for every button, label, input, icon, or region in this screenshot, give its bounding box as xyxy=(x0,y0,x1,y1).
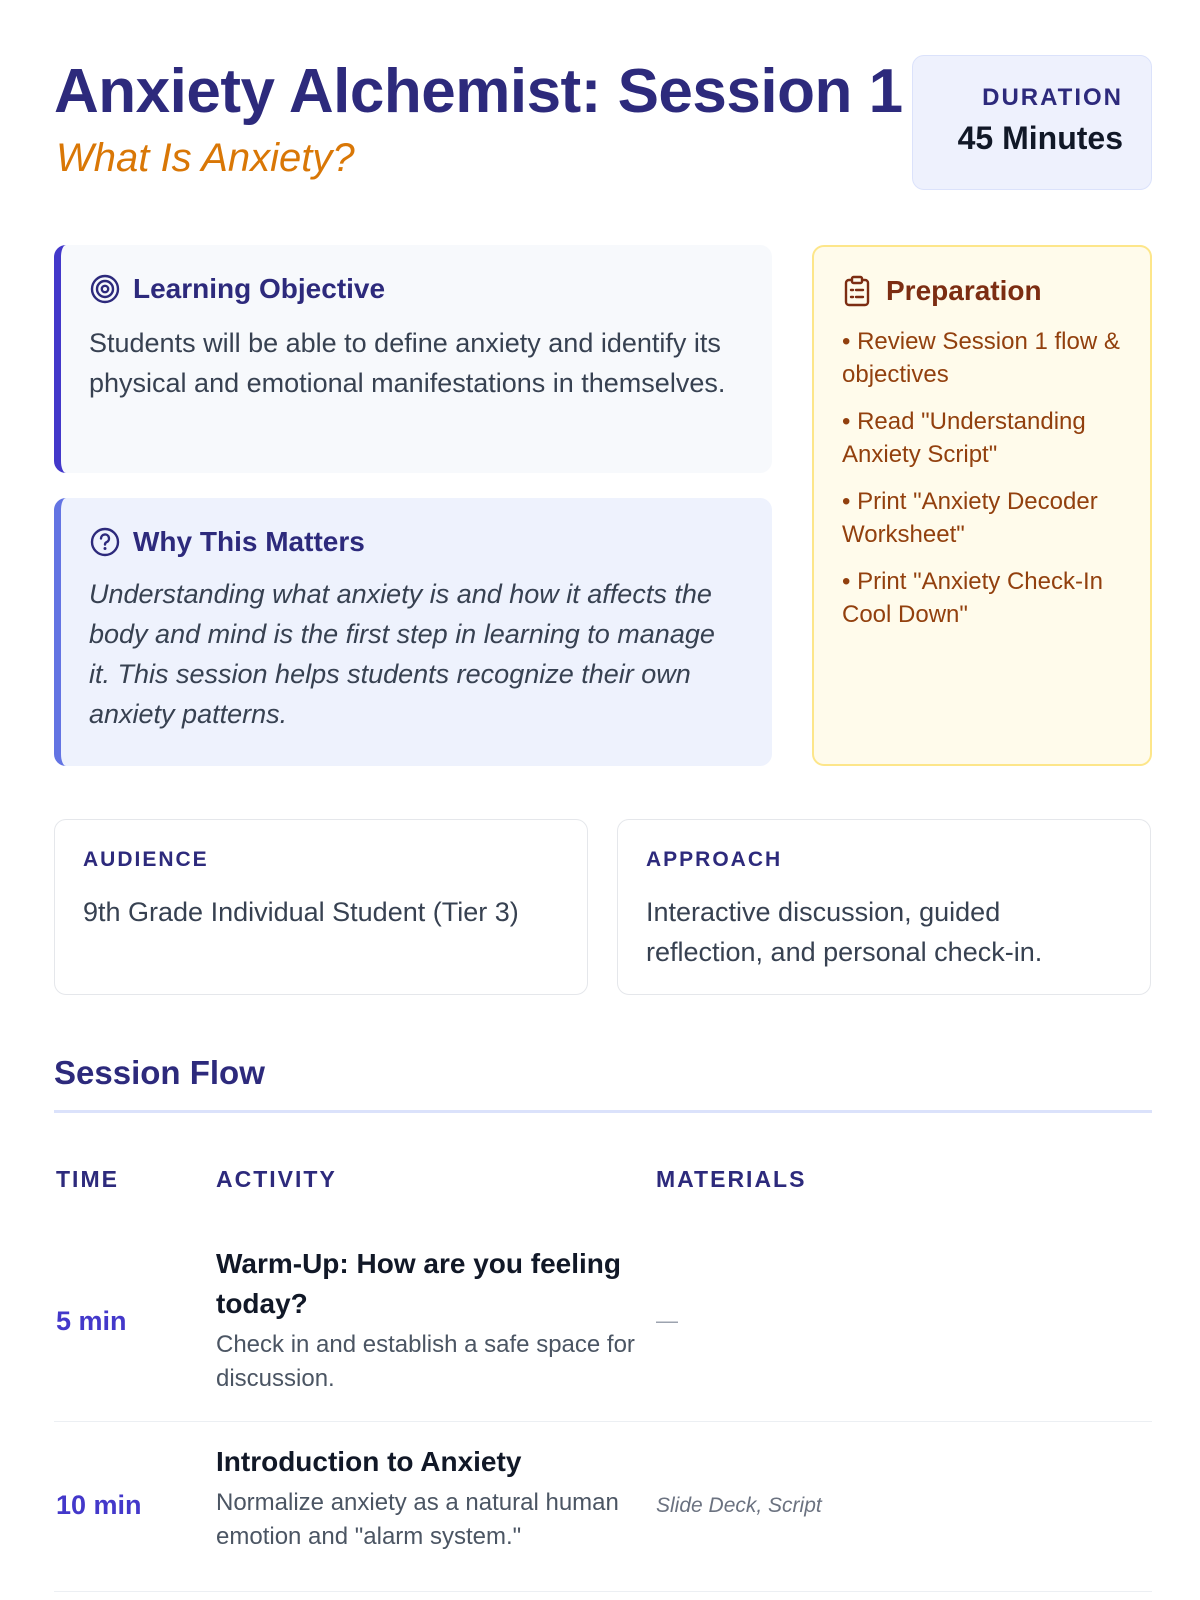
preparation-title: Preparation xyxy=(886,275,1042,306)
table-row xyxy=(54,1422,1152,1592)
duration-card xyxy=(912,55,1152,190)
session-flow-title: Session Flow xyxy=(54,1054,265,1091)
preparation-card xyxy=(812,245,1152,766)
why-this-matters-header xyxy=(89,526,742,558)
preparation-item: • Print "Anxiety Decoder Worksheet" xyxy=(842,488,1098,548)
column-header-activity: ACTIVITY xyxy=(216,1166,337,1192)
audience-card xyxy=(54,819,588,995)
approach-text: Interactive discussion, guided reflection, and personal check-in. xyxy=(646,897,1043,967)
duration-value: 45 Minutes xyxy=(957,120,1123,156)
column-header-materials: MATERIALS xyxy=(656,1166,807,1192)
learning-objective-header xyxy=(89,273,742,305)
row-activity xyxy=(216,1442,656,1554)
activity-title: Warm-Up: How are you feeling today? xyxy=(216,1248,622,1319)
why-this-matters-text: Understanding what anxiety is and how it affects the body and mind is the first step in learning to manage it. This session helps students recognize their own anxiety patterns. xyxy=(89,579,715,729)
preparation-list xyxy=(842,325,1126,631)
preparation-item: • Read "Understanding Anxiety Script" xyxy=(842,408,1086,468)
why-this-matters-title: Why This Matters xyxy=(133,526,365,557)
activity-description: Check in and establish a safe space for discussion. xyxy=(216,1331,635,1392)
preparation-item: • Review Session 1 flow & objectives xyxy=(842,328,1120,388)
target-icon xyxy=(89,273,121,305)
section-divider xyxy=(54,1110,1152,1113)
question-circle-icon xyxy=(89,526,121,558)
clipboard-icon xyxy=(842,275,872,307)
preparation-header xyxy=(842,275,1126,307)
row-activity xyxy=(216,1244,656,1396)
why-this-matters-card xyxy=(54,498,772,766)
row-materials: Slide Deck, Script xyxy=(656,1494,822,1517)
audience-text: 9th Grade Individual Student (Tier 3) xyxy=(83,897,519,927)
activity-title: Introduction to Anxiety xyxy=(216,1446,522,1477)
audience-label: AUDIENCE xyxy=(83,848,209,871)
column-header-time: TIME xyxy=(56,1166,119,1192)
duration-label: DURATION xyxy=(982,84,1123,111)
learning-objective-text: Students will be able to define anxiety and identify its physical and emotional manifestations in themselves. xyxy=(89,328,726,398)
row-materials: — xyxy=(656,1308,678,1333)
row-time: 10 min xyxy=(56,1490,142,1520)
table-row xyxy=(54,1230,1152,1422)
page-title: Anxiety Alchemist: Session 1 xyxy=(54,57,903,126)
preparation-item: • Print "Anxiety Check-In Cool Down" xyxy=(842,568,1104,628)
page-subtitle: What Is Anxiety? xyxy=(56,136,355,180)
learning-objective-title: Learning Objective xyxy=(133,273,386,304)
activity-description: Normalize anxiety as a natural human emotion and "alarm system." xyxy=(216,1489,619,1550)
approach-label: APPROACH xyxy=(646,848,783,871)
row-time: 5 min xyxy=(56,1306,127,1336)
approach-card xyxy=(617,819,1151,995)
learning-objective-card xyxy=(54,245,772,473)
